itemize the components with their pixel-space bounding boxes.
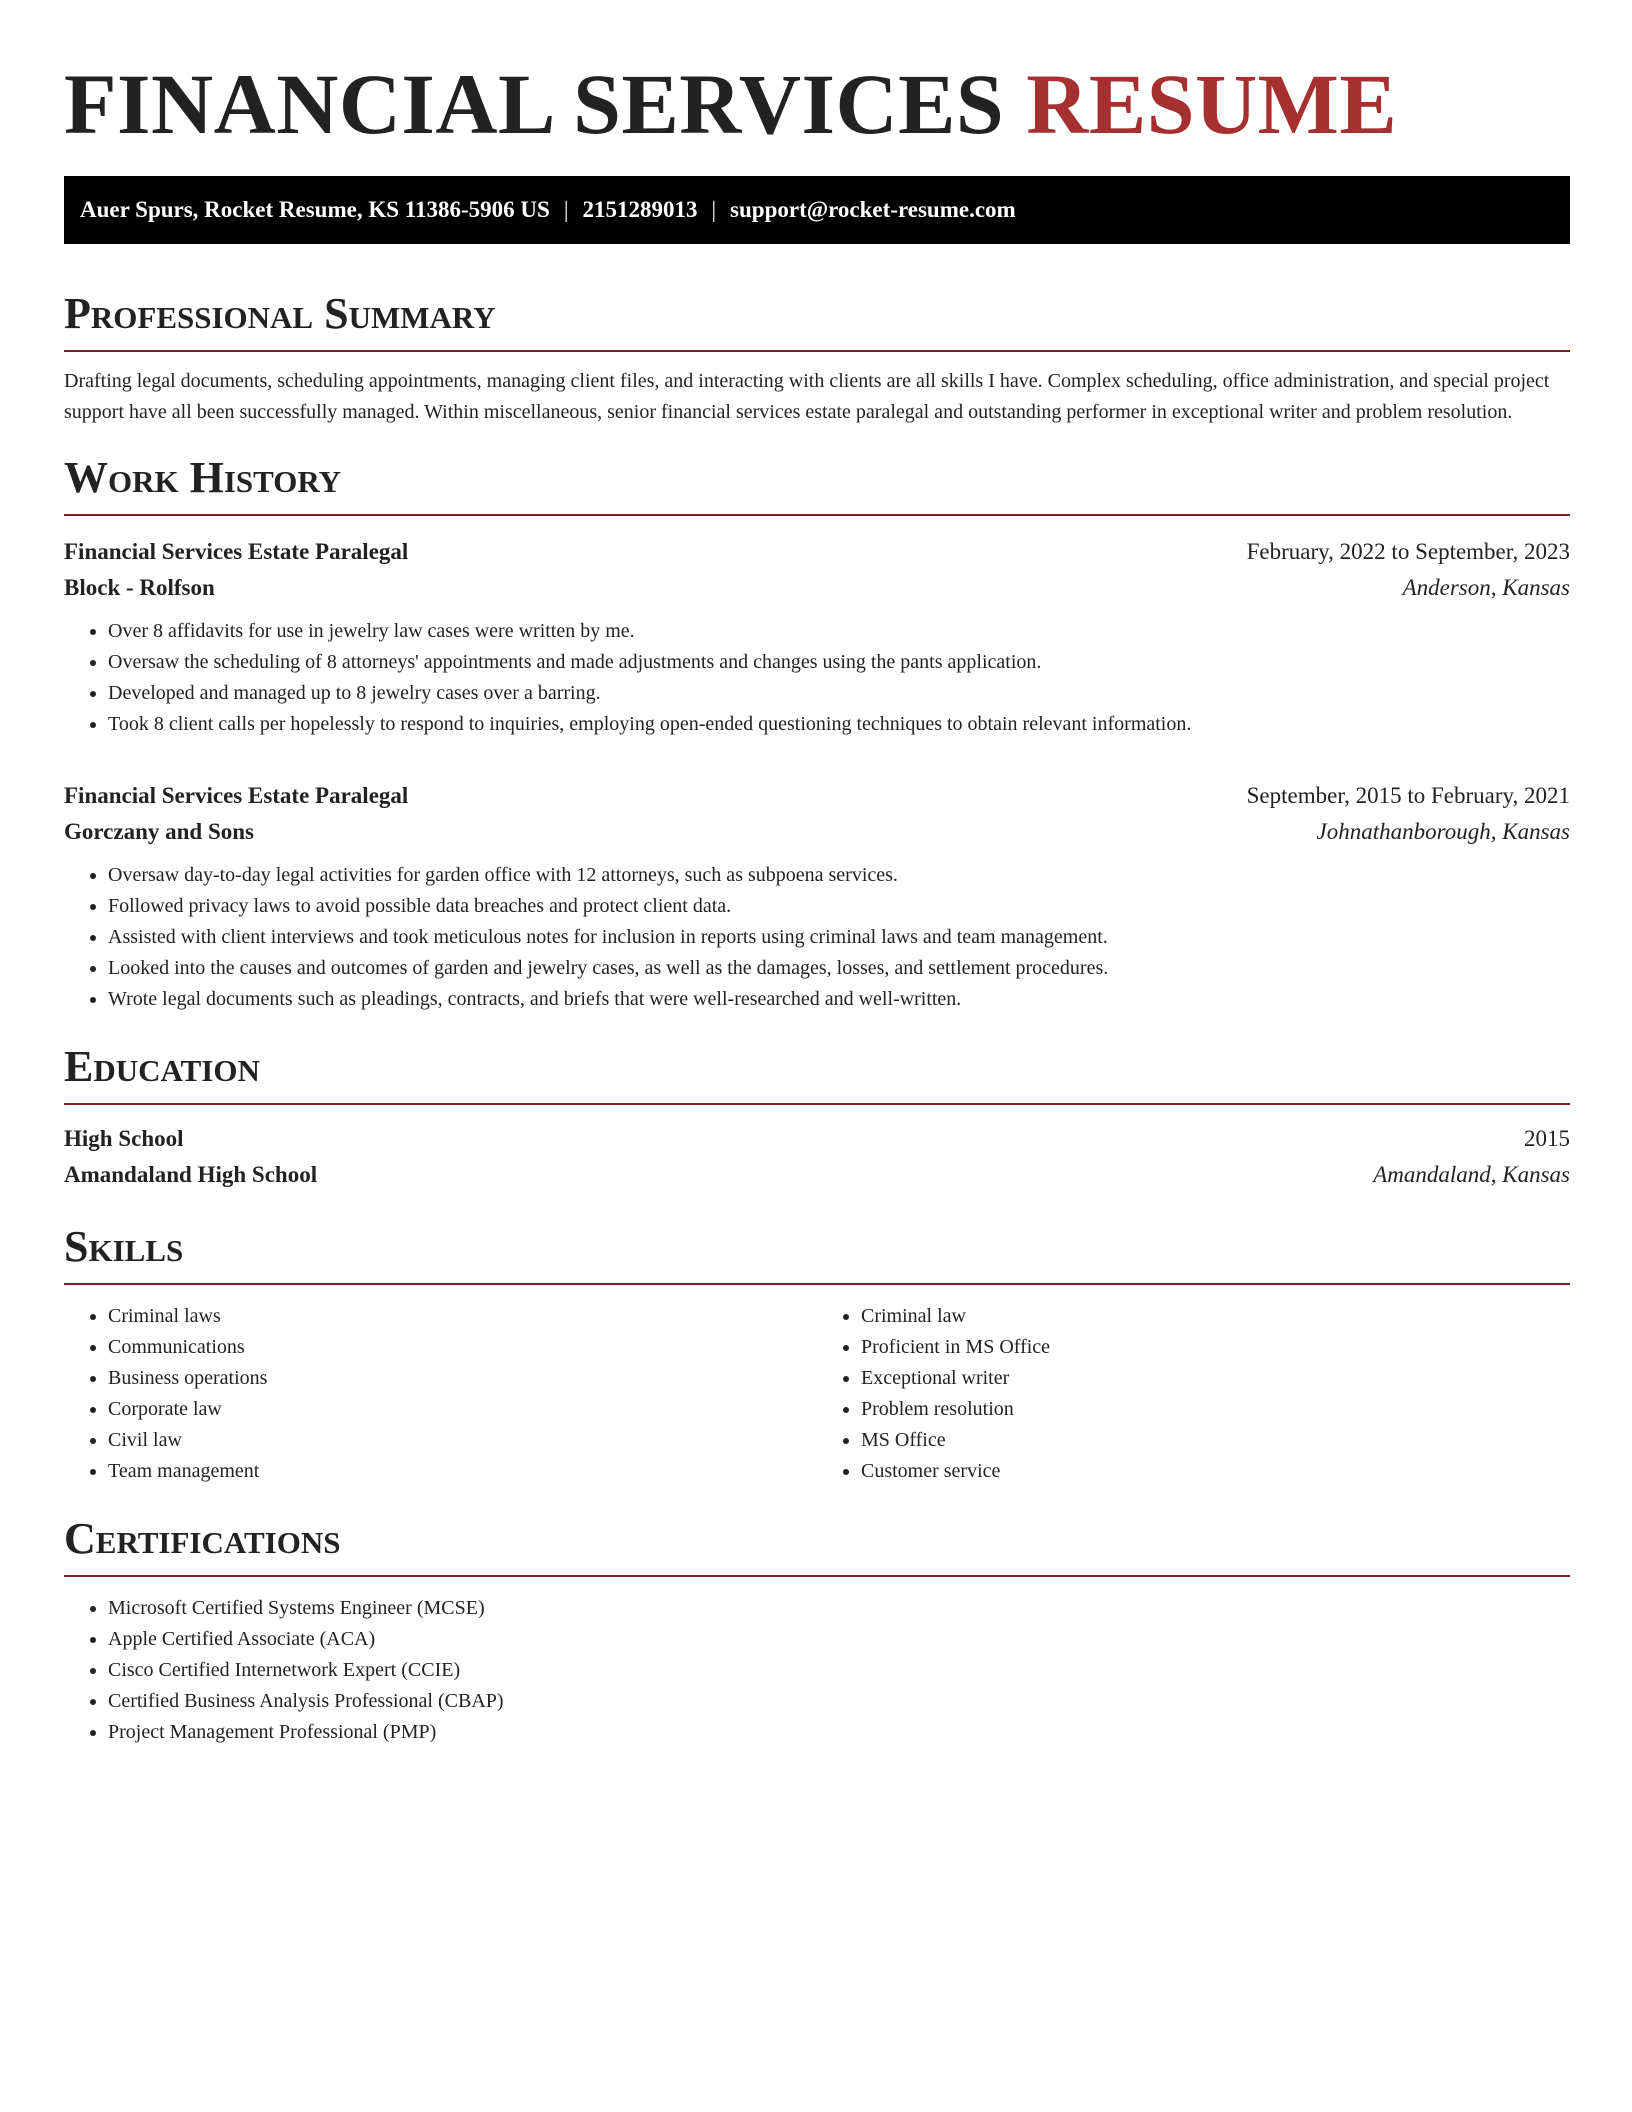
job-entry: [64, 778, 1570, 1015]
skill-item: • Corporate law: [108, 1394, 817, 1425]
job-bullet: • Over 8 affidavits for use in jewelry law cases were written by me.: [108, 616, 1570, 647]
resume-page: [64, 0, 1570, 1748]
job-role: Financial Services Estate Paralegal: [64, 539, 409, 564]
job-bullet: • Oversaw the scheduling of 8 attorneys' appointments and made adjustments and changes using the pants application.: [108, 647, 1570, 678]
skill-item: • Exceptional writer: [861, 1363, 1570, 1394]
job-bullet: • Looked into the causes and outcomes of garden and jewelry cases, as well as the damages, losses, and settlement procedures.: [108, 953, 1570, 984]
job-location: Anderson, Kansas: [1402, 575, 1570, 600]
certification-item: • Project Management Professional (PMP): [108, 1717, 1570, 1748]
skill-item: • Proficient in MS Office: [861, 1332, 1570, 1363]
contact-address: Auer Spurs, Rocket Resume, KS 11386-5906 US: [80, 197, 550, 222]
contact-phone[interactable]: 2151289013: [582, 197, 698, 222]
contact-email[interactable]: support@rocket-resume.com: [730, 197, 1016, 222]
education-school-row: [64, 1157, 1570, 1193]
education-year: 2015: [1524, 1126, 1570, 1151]
education-section: [64, 1041, 1570, 1193]
skills-columns: [64, 1285, 1570, 1487]
job-header-row: [64, 778, 1570, 814]
skills-heading: Skills: [64, 1221, 1570, 1285]
skill-item: • Business operations: [108, 1363, 817, 1394]
certification-item: • Cisco Certified Internetwork Expert (CCIE): [108, 1655, 1570, 1686]
job-company: Gorczany and Sons: [64, 819, 255, 844]
skill-item: • Problem resolution: [861, 1394, 1570, 1425]
work-section: [64, 452, 1570, 1015]
resume-title-main: FINANCIAL SERVICES: [64, 56, 1005, 152]
job-bullets: [64, 860, 1570, 1015]
job-entry: [64, 534, 1570, 740]
job-dates: September, 2015 to February, 2021: [1246, 783, 1570, 808]
certification-item: • Apple Certified Associate (ACA): [108, 1624, 1570, 1655]
job-bullet: • Developed and managed up to 8 jewelry cases over a barring.: [108, 678, 1570, 709]
contact-separator: |: [711, 197, 717, 222]
skill-item: • Communications: [108, 1332, 817, 1363]
certifications-section: [64, 1513, 1570, 1748]
skill-item: • Team management: [108, 1456, 817, 1487]
job-bullet: • Assisted with client interviews and took meticulous notes for inclusion in reports using criminal laws and team management.: [108, 922, 1570, 953]
contact-separator: |: [563, 197, 569, 222]
resume-title: [64, 0, 1570, 152]
job-company: Block - Rolfson: [64, 575, 215, 600]
education-degree-row: [64, 1121, 1570, 1157]
certifications-heading: Certifications: [64, 1513, 1570, 1577]
job-bullet: • Followed privacy laws to avoid possible data breaches and protect client data.: [108, 891, 1570, 922]
job-header-row: [64, 534, 1570, 570]
education-heading: Education: [64, 1041, 1570, 1105]
job-company-row: [64, 814, 1570, 850]
education-degree: High School: [64, 1126, 184, 1151]
education-location: Amandaland, Kansas: [1373, 1162, 1570, 1187]
job-dates: February, 2022 to September, 2023: [1246, 539, 1570, 564]
skill-item: • Criminal laws: [108, 1301, 817, 1332]
skill-item: • Civil law: [108, 1425, 817, 1456]
education-entry: [64, 1121, 1570, 1193]
skills-list-right: [817, 1301, 1570, 1487]
contact-bar: [64, 176, 1570, 244]
skill-item: • Customer service: [861, 1456, 1570, 1487]
job-bullet: • Took 8 client calls per hopelessly to respond to inquiries, employing open-ended questioning techniques to obtain relevant information.: [108, 709, 1570, 740]
skills-list-left: [64, 1301, 817, 1487]
job-location: Johnathanborough, Kansas: [1316, 819, 1570, 844]
summary-section: [64, 288, 1570, 428]
work-heading: Work History: [64, 452, 1570, 516]
skill-item: • MS Office: [861, 1425, 1570, 1456]
resume-title-accent: RESUME: [1026, 56, 1398, 152]
job-bullet: • Oversaw day-to-day legal activities for garden office with 12 attorneys, such as subpoena services.: [108, 860, 1570, 891]
summary-text: Drafting legal documents, scheduling appointments, managing client files, and interacting with clients are all skills I have. Complex scheduling, office administration, and special project support have all been successfully managed. Within miscellaneous, senior financial services estate paralegal and outstanding performer in exceptional writer and problem resolution.: [64, 370, 1550, 423]
skill-item: • Criminal law: [861, 1301, 1570, 1332]
certification-item: • Microsoft Certified Systems Engineer (MCSE): [108, 1593, 1570, 1624]
job-bullets: [64, 616, 1570, 740]
job-bullet: • Wrote legal documents such as pleadings, contracts, and briefs that were well-researched and well-written.: [108, 984, 1570, 1015]
summary-heading: Professional Summary: [64, 288, 1570, 352]
education-school: Amandaland High School: [64, 1162, 318, 1187]
job-company-row: [64, 570, 1570, 606]
job-role: Financial Services Estate Paralegal: [64, 783, 409, 808]
certifications-list: [64, 1593, 1570, 1748]
skills-section: [64, 1221, 1570, 1487]
certification-item: • Certified Business Analysis Professional (CBAP): [108, 1686, 1570, 1717]
